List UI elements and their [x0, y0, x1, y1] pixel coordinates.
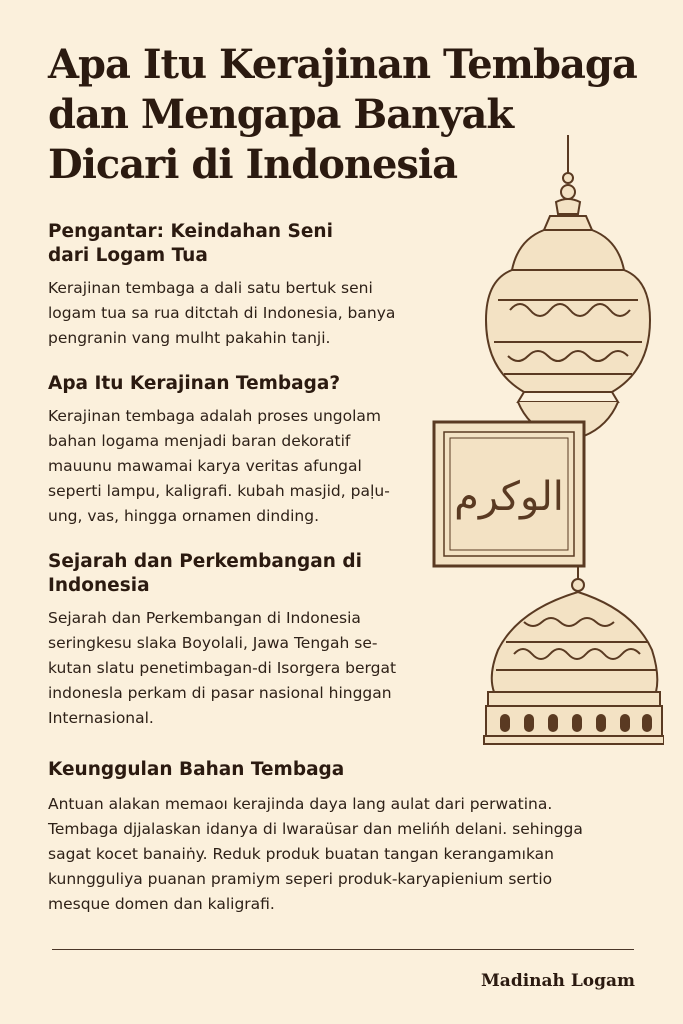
copper-lantern-icon — [428, 130, 664, 750]
footer-divider — [52, 949, 634, 950]
body-line: kunngguliya puanan pramiym seperi produk-karyapienium sertio — [48, 870, 553, 888]
section-heading — [48, 550, 396, 598]
body-line: mauunu mawamai karya veritas afungal — [48, 457, 362, 475]
body-line: Tembaga djjalaskan idanya di lwaraüsar dan melińh delani. sehingga — [48, 820, 583, 838]
heading-line: Pengantar: Keindahan Seni — [48, 221, 333, 242]
body-line: seperti lampu, kaligrafi. kubah masjid, paḷu- — [48, 482, 390, 500]
section-introduction — [48, 220, 395, 351]
section-body — [48, 276, 395, 351]
heading-line: dari Logam Tua — [48, 245, 208, 266]
section-history — [48, 550, 396, 731]
section-heading — [48, 220, 395, 268]
section-heading — [48, 758, 583, 782]
heading-line: Sejarah dan Perkembangan di — [48, 551, 362, 572]
section-heading — [48, 372, 390, 396]
section-body — [48, 792, 583, 917]
heading-line: Indonesia — [48, 575, 150, 596]
title-line: dan Mengapa Banyak — [48, 91, 514, 138]
title-line: Apa Itu Kerajinan Tembaga — [48, 41, 637, 88]
body-line: pengranin vang mulht pakahin tanji. — [48, 329, 331, 347]
body-line: Antuan alakan memaoı kerajinda daya lang aulat dari perwatina. — [48, 795, 553, 813]
body-line: kutan slatu penetimbagan-di Isorgera bergat — [48, 659, 397, 677]
brand-name: Madinah Logam — [480, 971, 635, 991]
body-line: Sejarah dan Perkembangan di Indonesia — [48, 609, 361, 627]
title-line: Dicari di Indonesia — [48, 141, 458, 188]
body-line: mesque domen dan kaligrafi. — [48, 895, 275, 913]
section-advantages — [48, 758, 583, 917]
body-line: bahan logama menjadi baran dekoratif — [48, 432, 351, 450]
section-body — [48, 606, 396, 731]
heading-line: Keunggulan Bahan Tembaga — [48, 759, 345, 780]
body-line: Kerajinan tembaga a dali satu bertuk seni — [48, 279, 373, 297]
body-line: sagat kocet banaiṅy. Reduk produk buatan tangan kerangamıkan — [48, 845, 554, 863]
body-line: seringkesu slaka Boyolali, Jawa Tengah se- — [48, 634, 378, 652]
body-line: indonesla perkam di pasar nasional hinggan — [48, 684, 392, 702]
body-line: Kerajinan tembaga adalah proses ungolam — [48, 407, 382, 425]
body-line: logam tua sa rua ditctah di Indonesia, banya — [48, 304, 396, 322]
body-line: Internasional. — [48, 709, 154, 727]
calligraphy-text: الوكرم — [454, 474, 564, 520]
section-definition — [48, 372, 390, 529]
body-line: ung, vas, hingga ornamen dinding. — [48, 507, 319, 525]
heading-line: Apa Itu Kerajinan Tembaga? — [48, 373, 341, 394]
section-body — [48, 404, 390, 529]
copper-craft-illustration — [428, 130, 664, 750]
